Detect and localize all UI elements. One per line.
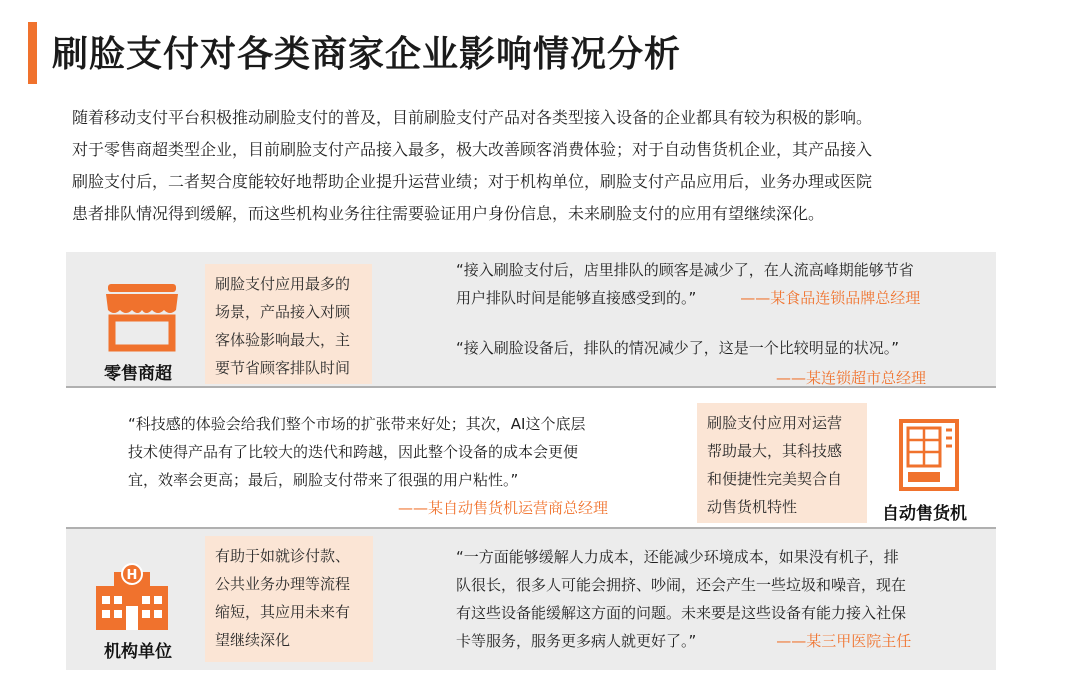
svg-text:H: H <box>126 568 138 583</box>
retail-summary-line: 客体验影响最大，主 <box>215 331 351 349</box>
institution-quote <box>456 543 911 655</box>
retail-summary-line: 场景，产品接入对顾 <box>215 303 351 321</box>
institution-summary-line: 望继续深化 <box>215 631 291 649</box>
institution-quote-line: “一方面能够缓解人力成本，还能减少环境成本，如果没有机子，排 <box>456 548 899 566</box>
vending-summary-line: 和便捷性完美契合自 <box>707 470 843 488</box>
intro-line: 患者排队情况得到缓解，而这些机构业务往往需要验证用户身份信息，未来刷脸支付的应用有望继续深化。 <box>72 204 825 223</box>
institution-summary-line: 公共业务办理等流程 <box>215 575 351 593</box>
vending-machine-icon <box>898 418 960 496</box>
vending-label: 自动售货机 <box>882 504 967 524</box>
vending-quote-source: ——某自动售货机运营商总经理 <box>398 499 609 517</box>
hospital-icon <box>96 562 168 634</box>
retail-quote-1-source: ——某食品连锁品牌总经理 <box>740 289 921 307</box>
institution-quote-line <box>456 627 911 655</box>
retail-label: 零售商超 <box>104 364 172 384</box>
intro-line: 刷脸支付后，二者契合度能较好地帮助企业提升运营业绩；对于机构单位，刷脸支付产品应用后，业务办理或医院 <box>72 172 873 191</box>
intro-paragraph <box>72 102 1007 230</box>
vending-quote-line: 宜，效率会更高；最后，刷脸支付带来了很强的用户粘性。” <box>128 471 519 489</box>
storefront-icon <box>104 280 180 358</box>
retail-summary-box <box>205 264 372 384</box>
vending-quote-line: 技术使得产品有了比较大的迭代和跨越，因此整个设备的成本会更便 <box>128 443 579 461</box>
vending-quote <box>128 410 585 494</box>
vending-summary-box <box>697 403 867 523</box>
retail-quote-2: “接入刷脸设备后，排队的情况减少了，这是一个比较明显的状况。” <box>456 339 900 357</box>
page-title: 刷脸支付对各类商家企业影响情况分析 <box>52 34 682 75</box>
intro-line: 对于零售商超类型企业，目前刷脸支付产品接入最多，极大改善顾客消费体验；对于自动售货机企业，其产品接入 <box>72 140 873 159</box>
institution-quote-text: 卡等服务，服务更多病人就更好了。” <box>456 632 697 650</box>
vending-summary-line: 动售货机特性 <box>707 498 798 516</box>
institution-quote-line: 有这些设备能缓解这方面的问题。未来要是这些设备有能力接入社保 <box>456 604 907 622</box>
vending-quote-line: “科技感的体验会给我们整个市场的扩张带来好处；其次，AI这个底层 <box>128 415 586 433</box>
vending-summary-line: 帮助最大，其科技感 <box>707 442 843 460</box>
vending-summary-line: 刷脸支付应用对运营 <box>707 414 843 432</box>
intro-line: 随着移动支付平台积极推动刷脸支付的普及，目前刷脸支付产品对各类型接入设备的企业都具有较为积极的影响。 <box>72 108 873 127</box>
retail-summary-line: 刷脸支付应用最多的 <box>215 275 351 293</box>
retail-quote-2-source: ——某连锁超市总经理 <box>776 369 927 387</box>
institution-summary-line: 有助于如就诊付款、 <box>215 547 351 565</box>
retail-quote-1-line <box>456 284 920 312</box>
institution-quote-line: 队很长，很多人可能会拥挤、吵闹，还会产生一些垃圾和噪音，现在 <box>456 576 907 594</box>
institution-summary-line: 缩短，其应用未来有 <box>215 603 351 621</box>
retail-quote-1 <box>456 256 920 312</box>
retail-quote-1-line: “接入刷脸支付后，店里排队的顾客是减少了，在人流高峰期能够节省 <box>456 261 914 279</box>
retail-summary-line: 要节省顾客排队时间 <box>215 359 351 377</box>
retail-quote-1-text: 用户排队时间是能够直接感受到的。” <box>456 289 697 307</box>
institution-summary-box <box>205 536 373 662</box>
institution-quote-source: ——某三甲医院主任 <box>776 632 912 650</box>
title-accent-bar <box>28 22 37 84</box>
institution-label: 机构单位 <box>104 642 172 662</box>
